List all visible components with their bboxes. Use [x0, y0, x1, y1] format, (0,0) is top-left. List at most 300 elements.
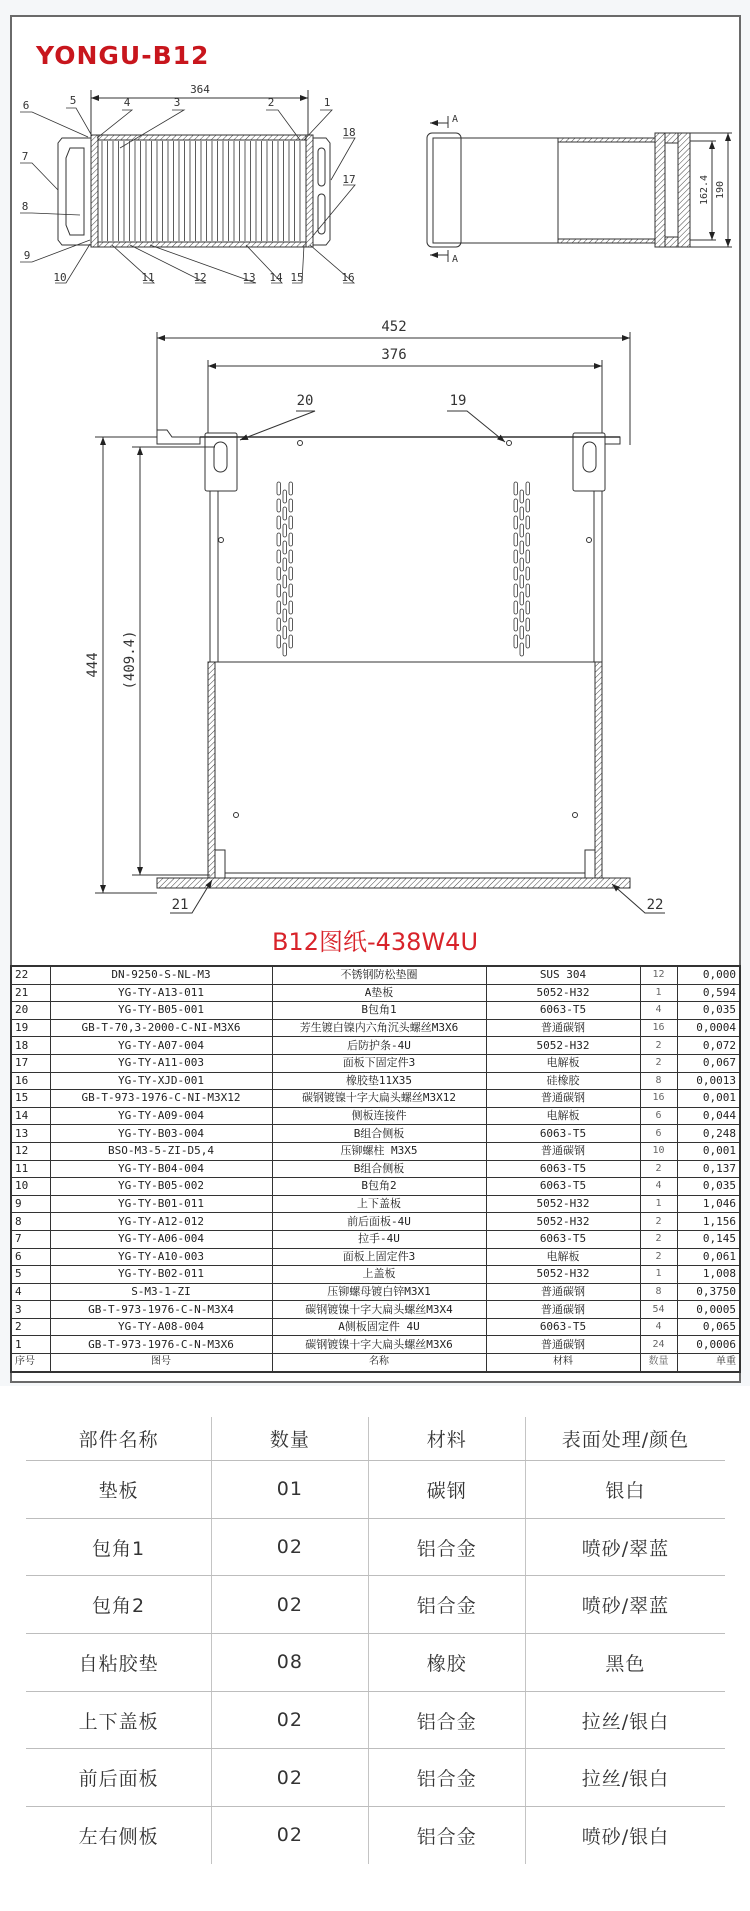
item-number: 7: [11, 1230, 50, 1248]
quantity: 6: [640, 1107, 677, 1125]
vent-slot: [520, 490, 524, 503]
spec-row: [26, 1749, 725, 1807]
material: 5052-H32: [486, 984, 640, 1002]
quantity: 10: [640, 1142, 677, 1160]
callout-20: 20: [296, 393, 314, 409]
quantity: 02: [211, 1749, 367, 1806]
footer-part-name: 名称: [272, 1354, 486, 1372]
bom-row: [11, 1248, 740, 1266]
item-number: 21: [11, 984, 50, 1002]
drawing-number: YG-TY-B02-011: [50, 1266, 272, 1284]
vent-slot: [277, 550, 281, 563]
callout-3: 3: [173, 96, 181, 109]
item-number: 14: [11, 1107, 50, 1125]
unit-weight: 0,065: [677, 1318, 740, 1336]
finish-color: 喷砂/翠蓝: [525, 1576, 725, 1633]
drawing-number: S-M3-1-ZI: [50, 1283, 272, 1301]
vent-slot: [283, 558, 287, 571]
drawing-number: YG-TY-A10-003: [50, 1248, 272, 1266]
material: 碳钢: [368, 1461, 525, 1518]
vent-slot: [283, 592, 287, 605]
material: 普通碳钢: [486, 1301, 640, 1319]
material: 电解板: [486, 1054, 640, 1072]
vent-slot: [277, 618, 281, 631]
unit-weight: 0,248: [677, 1125, 740, 1143]
material: 6063-T5: [486, 1178, 640, 1196]
spec-row: [26, 1807, 725, 1864]
item-number: 20: [11, 1002, 50, 1020]
vent-slot: [526, 533, 530, 546]
drawing-number: GB-T-973-1976-C-NI-M3X12: [50, 1090, 272, 1108]
vent-slot: [520, 626, 524, 639]
item-number: 2: [11, 1318, 50, 1336]
part-name: 垫板: [98, 1479, 139, 1502]
drawing-number: DN-9250-S-NL-M3: [50, 966, 272, 984]
vent-slot: [514, 601, 518, 614]
unit-weight: 0,044: [677, 1107, 740, 1125]
part-name: 侧板连接件: [272, 1107, 486, 1125]
drawing-number: GB-T-973-1976-C-N-M3X4: [50, 1301, 272, 1319]
quantity: 8: [640, 1283, 677, 1301]
quantity: 02: [211, 1519, 367, 1576]
item-number: 4: [11, 1283, 50, 1301]
bill-of-materials-table: [10, 965, 741, 1373]
drawing-number: YG-TY-A12-012: [50, 1213, 272, 1231]
item-number: 5: [11, 1266, 50, 1284]
finish-color: 喷砂/银白: [525, 1807, 725, 1864]
item-number: 8: [11, 1213, 50, 1231]
item-number: 6: [11, 1248, 50, 1266]
side-section-view: [427, 116, 732, 262]
callout-15: 15: [290, 271, 304, 284]
finish-color: 喷砂/翠蓝: [525, 1519, 725, 1576]
bom-row: [11, 1142, 740, 1160]
material: 6063-T5: [486, 1002, 640, 1020]
quantity: 8: [640, 1072, 677, 1090]
part-name: A侧板固定件 4U: [272, 1318, 486, 1336]
vent-slot: [526, 618, 530, 631]
vent-slot: [526, 482, 530, 495]
drawing-number: YG-TY-A13-011: [50, 984, 272, 1002]
vent-slot: [289, 584, 293, 597]
vent-slot: [526, 499, 530, 512]
bom-row: [11, 1318, 740, 1336]
drawing-number: BSO-M3-5-ZI-D5,4: [50, 1142, 272, 1160]
unit-weight: 0,0004: [677, 1019, 740, 1037]
vent-slot: [289, 567, 293, 580]
bom-row: [11, 1090, 740, 1108]
spec-row: [26, 1634, 725, 1692]
quantity: 4: [640, 1318, 677, 1336]
vent-slot: [520, 558, 524, 571]
dimension-452: 452: [381, 319, 407, 335]
vent-slot: [520, 524, 524, 537]
quantity: 12: [640, 966, 677, 984]
vent-slot: [514, 516, 518, 529]
material: 铝合金: [368, 1807, 525, 1864]
drawing-number: YG-TY-B05-002: [50, 1178, 272, 1196]
vent-slot: [289, 635, 293, 648]
quantity: 2: [640, 1160, 677, 1178]
material: 5052-H32: [486, 1213, 640, 1231]
dimension-409-4: (409.4): [122, 630, 138, 690]
vent-slot: [283, 575, 287, 588]
material: 普通碳钢: [486, 1019, 640, 1037]
callout-12: 12: [193, 271, 207, 284]
part-name: 面板下固定件3: [272, 1054, 486, 1072]
vent-slot: [514, 482, 518, 495]
material: 6063-T5: [486, 1318, 640, 1336]
header-quantity: 数量: [211, 1417, 367, 1460]
material: 铝合金: [368, 1749, 525, 1806]
quantity: 08: [211, 1634, 367, 1691]
footer-material: 材料: [486, 1354, 640, 1372]
material: 6063-T5: [486, 1125, 640, 1143]
quantity: 6: [640, 1125, 677, 1143]
vent-slot: [514, 584, 518, 597]
vent-slot: [514, 550, 518, 563]
item-number: 10: [11, 1178, 50, 1196]
quantity: 16: [640, 1019, 677, 1037]
part-name: 自粘胶垫: [78, 1652, 159, 1675]
bom-footer-row: [11, 1354, 740, 1372]
material: 5052-H32: [486, 1195, 640, 1213]
bom-row: [11, 1054, 740, 1072]
callout-19: 19: [449, 393, 467, 409]
part-name: 压铆螺母镀白锌M3X1: [272, 1283, 486, 1301]
spec-row: [26, 1519, 725, 1577]
component-spec-table: [26, 1417, 725, 1864]
part-name: 上下盖板: [272, 1195, 486, 1213]
vent-slot: [277, 482, 281, 495]
bom-row: [11, 1283, 740, 1301]
item-number: 18: [11, 1037, 50, 1055]
part-name: 橡胶垫11X35: [272, 1072, 486, 1090]
item-number: 9: [11, 1195, 50, 1213]
callout-4: 4: [123, 96, 131, 109]
vent-slot: [520, 507, 524, 520]
bom-row: [11, 1019, 740, 1037]
part-name: 面板上固定件3: [272, 1248, 486, 1266]
bom-row: [11, 1037, 740, 1055]
item-number: 19: [11, 1019, 50, 1037]
vent-slot: [526, 584, 530, 597]
unit-weight: 1,156: [677, 1213, 740, 1231]
material: 硅橡胶: [486, 1072, 640, 1090]
drawing-number: YG-TY-A11-003: [50, 1054, 272, 1072]
material: 铝合金: [368, 1692, 525, 1749]
vent-slot: [526, 516, 530, 529]
vent-slot: [289, 601, 293, 614]
drawing-number: GB-T-70,3-2000-C-NI-M3X6: [50, 1019, 272, 1037]
vent-slot: [520, 592, 524, 605]
material: 铝合金: [368, 1519, 525, 1576]
part-name: B包角2: [272, 1178, 486, 1196]
item-number: 11: [11, 1160, 50, 1178]
part-name: B组合侧板: [272, 1125, 486, 1143]
vent-slot: [277, 567, 281, 580]
vent-slot: [283, 524, 287, 537]
quantity: 02: [211, 1576, 367, 1633]
quantity: 1: [640, 1266, 677, 1284]
vent-slot: [520, 575, 524, 588]
unit-weight: 0,067: [677, 1054, 740, 1072]
top-plan-view: [20, 90, 355, 283]
drawing-number: YG-TY-A06-004: [50, 1230, 272, 1248]
unit-weight: 1,046: [677, 1195, 740, 1213]
vent-slot: [526, 601, 530, 614]
material: 6063-T5: [486, 1160, 640, 1178]
bom-row: [11, 1072, 740, 1090]
front-view-labels: [85, 319, 663, 913]
callout-5: 5: [69, 94, 77, 107]
unit-weight: 0,072: [677, 1037, 740, 1055]
callout-8: 8: [21, 200, 29, 213]
header-part-name: 部件名称: [78, 1429, 159, 1451]
vent-slot: [526, 550, 530, 563]
drawing-number: YG-TY-B01-011: [50, 1195, 272, 1213]
material: 普通碳钢: [486, 1090, 640, 1108]
bom-row: [11, 1195, 740, 1213]
unit-weight: 0,035: [677, 1178, 740, 1196]
unit-weight: 0,0013: [677, 1072, 740, 1090]
drawing-number: YG-TY-B05-001: [50, 1002, 272, 1020]
spec-row: [26, 1461, 725, 1519]
drawing-caption: B12图纸-438W4U: [271, 928, 479, 956]
callout-17: 17: [342, 173, 356, 186]
quantity: 02: [211, 1807, 367, 1864]
vent-slot: [514, 567, 518, 580]
quantity: 24: [640, 1336, 677, 1354]
callout-2: 2: [267, 96, 275, 109]
header-material: 材料: [368, 1417, 525, 1460]
quantity: 2: [640, 1037, 677, 1055]
quantity: 2: [640, 1230, 677, 1248]
item-number: 12: [11, 1142, 50, 1160]
dimension-444: 444: [85, 652, 101, 678]
part-name: B组合侧板: [272, 1160, 486, 1178]
part-name: 前后面板-4U: [272, 1213, 486, 1231]
vent-slot: [277, 635, 281, 648]
unit-weight: 0,137: [677, 1160, 740, 1178]
vent-slot: [289, 482, 293, 495]
material: SUS 304: [486, 966, 640, 984]
quantity: 16: [640, 1090, 677, 1108]
bom-row: [11, 984, 740, 1002]
part-name: 前后面板: [78, 1768, 159, 1791]
vent-slot: [289, 516, 293, 529]
drawing-number: GB-T-973-1976-C-N-M3X6: [50, 1336, 272, 1354]
unit-weight: 0,0006: [677, 1336, 740, 1354]
bom-row: [11, 966, 740, 984]
spec-row: [26, 1576, 725, 1634]
item-number: 3: [11, 1301, 50, 1319]
footer-item-number: 序号: [11, 1354, 50, 1372]
unit-weight: 0,000: [677, 966, 740, 984]
bom-row: [11, 1160, 740, 1178]
dimension-376: 376: [381, 347, 407, 363]
vent-slot: [520, 541, 524, 554]
vent-slot: [520, 643, 524, 656]
vent-slot: [289, 618, 293, 631]
item-number: 17: [11, 1054, 50, 1072]
vent-slot: [277, 584, 281, 597]
unit-weight: 0,001: [677, 1090, 740, 1108]
drawing-number: YG-TY-B03-004: [50, 1125, 272, 1143]
finish-color: 拉丝/银白: [525, 1692, 725, 1749]
callout-7: 7: [21, 150, 29, 163]
footer-quantity: 数量: [640, 1354, 677, 1372]
finish-color: 黑色: [525, 1634, 725, 1691]
part-name: 芳生镀白镍内六角沉头螺丝M3X6: [272, 1019, 486, 1037]
quantity: 1: [640, 984, 677, 1002]
material: 6063-T5: [486, 1230, 640, 1248]
part-name: 左右侧板: [78, 1825, 159, 1848]
spec-row: [26, 1692, 725, 1750]
footer-unit-weight: 单重: [677, 1354, 740, 1372]
bom-row: [11, 1178, 740, 1196]
drawing-number: YG-TY-A09-004: [50, 1107, 272, 1125]
vent-slot: [283, 507, 287, 520]
part-name: 压铆螺柱 M3X5: [272, 1142, 486, 1160]
part-name: 碳钢镀镍十字大扁头螺丝M3X12: [272, 1090, 486, 1108]
dimension-364: 364: [190, 83, 210, 96]
section-mark-bottom: A: [452, 254, 459, 265]
bom-row: [11, 1125, 740, 1143]
drawing-number: YG-TY-A08-004: [50, 1318, 272, 1336]
part-name: A垫板: [272, 984, 486, 1002]
unit-weight: 0,145: [677, 1230, 740, 1248]
model-title: YONGU-B12: [36, 41, 210, 70]
vent-slot: [283, 541, 287, 554]
quantity: 01: [211, 1461, 367, 1518]
drawing-number: YG-TY-A07-004: [50, 1037, 272, 1055]
finish-color: 拉丝/银白: [525, 1749, 725, 1806]
quantity: 54: [640, 1301, 677, 1319]
part-name: B包角1: [272, 1002, 486, 1020]
quantity: 4: [640, 1178, 677, 1196]
footer-drawing-number: 图号: [50, 1354, 272, 1372]
front-view: [95, 332, 665, 913]
callout-1: 1: [323, 96, 331, 109]
item-number: 16: [11, 1072, 50, 1090]
part-name: 不锈钢防松垫圈: [272, 966, 486, 984]
callout-6: 6: [22, 99, 30, 112]
material: 5052-H32: [486, 1266, 640, 1284]
item-number: 15: [11, 1090, 50, 1108]
callout-9: 9: [23, 249, 31, 262]
material: 普通碳钢: [486, 1142, 640, 1160]
material: 电解板: [486, 1248, 640, 1266]
vent-slot: [277, 533, 281, 546]
vent-slot: [526, 635, 530, 648]
finish-color: 银白: [525, 1461, 725, 1518]
vent-slot: [514, 499, 518, 512]
vent-slot: [289, 499, 293, 512]
dimension-162-4: 162.4: [699, 174, 710, 206]
material: 铝合金: [368, 1576, 525, 1633]
unit-weight: 1,008: [677, 1266, 740, 1284]
quantity: 2: [640, 1213, 677, 1231]
vent-slot: [283, 490, 287, 503]
bom-row: [11, 1336, 740, 1354]
quantity: 2: [640, 1054, 677, 1072]
bom-row: [11, 1301, 740, 1319]
bom-row: [11, 1230, 740, 1248]
part-name: 上盖板: [272, 1266, 486, 1284]
part-name: 拉手-4U: [272, 1230, 486, 1248]
vent-slot: [520, 609, 524, 622]
bom-row: [11, 1266, 740, 1284]
vent-slot: [283, 609, 287, 622]
part-name: 碳钢镀镍十字大扁头螺丝M3X4: [272, 1301, 486, 1319]
part-name: 包角2: [92, 1595, 146, 1618]
quantity: 1: [640, 1195, 677, 1213]
bom-row: [11, 1107, 740, 1125]
item-number: 22: [11, 966, 50, 984]
vent-slot: [289, 550, 293, 563]
unit-weight: 0,001: [677, 1142, 740, 1160]
unit-weight: 0,061: [677, 1248, 740, 1266]
drawing-number: YG-TY-XJD-001: [50, 1072, 272, 1090]
quantity: 4: [640, 1002, 677, 1020]
part-name: 上下盖板: [78, 1710, 159, 1733]
vent-slot: [277, 499, 281, 512]
callout-10: 10: [53, 271, 67, 284]
vent-slot: [283, 643, 287, 656]
vent-slot: [289, 533, 293, 546]
callout-14: 14: [269, 271, 283, 284]
vent-slot: [514, 635, 518, 648]
callout-16: 16: [341, 271, 355, 284]
material: 5052-H32: [486, 1037, 640, 1055]
item-number: 1: [11, 1336, 50, 1354]
quantity: 02: [211, 1692, 367, 1749]
part-name: 碳钢镀镍十字大扁头螺丝M3X6: [272, 1336, 486, 1354]
vent-slot: [277, 516, 281, 529]
vent-slot: [277, 601, 281, 614]
bom-row: [11, 1002, 740, 1020]
material: 橡胶: [368, 1634, 525, 1691]
header-finish-color: 表面处理/颜色: [525, 1417, 725, 1460]
callout-22: 22: [646, 897, 664, 913]
unit-weight: 0,0005: [677, 1301, 740, 1319]
section-mark-top: A: [452, 114, 459, 125]
item-number: 13: [11, 1125, 50, 1143]
material: 普通碳钢: [486, 1336, 640, 1354]
callout-18: 18: [342, 126, 356, 139]
unit-weight: 0,3750: [677, 1283, 740, 1301]
vent-slot: [283, 626, 287, 639]
callout-21: 21: [171, 897, 189, 913]
callout-11: 11: [141, 271, 155, 284]
spec-header-row: [26, 1417, 725, 1461]
callout-13: 13: [242, 271, 256, 284]
drawing-number: YG-TY-B04-004: [50, 1160, 272, 1178]
bom-row: [11, 1213, 740, 1231]
part-name: 后防护条-4U: [272, 1037, 486, 1055]
part-name: 包角1: [92, 1537, 146, 1560]
unit-weight: 0,594: [677, 984, 740, 1002]
vent-slot: [514, 618, 518, 631]
vent-slot: [526, 567, 530, 580]
dimension-190: 190: [715, 180, 726, 200]
vent-slot: [514, 533, 518, 546]
unit-weight: 0,035: [677, 1002, 740, 1020]
material: 电解板: [486, 1107, 640, 1125]
material: 普通碳钢: [486, 1283, 640, 1301]
quantity: 2: [640, 1248, 677, 1266]
